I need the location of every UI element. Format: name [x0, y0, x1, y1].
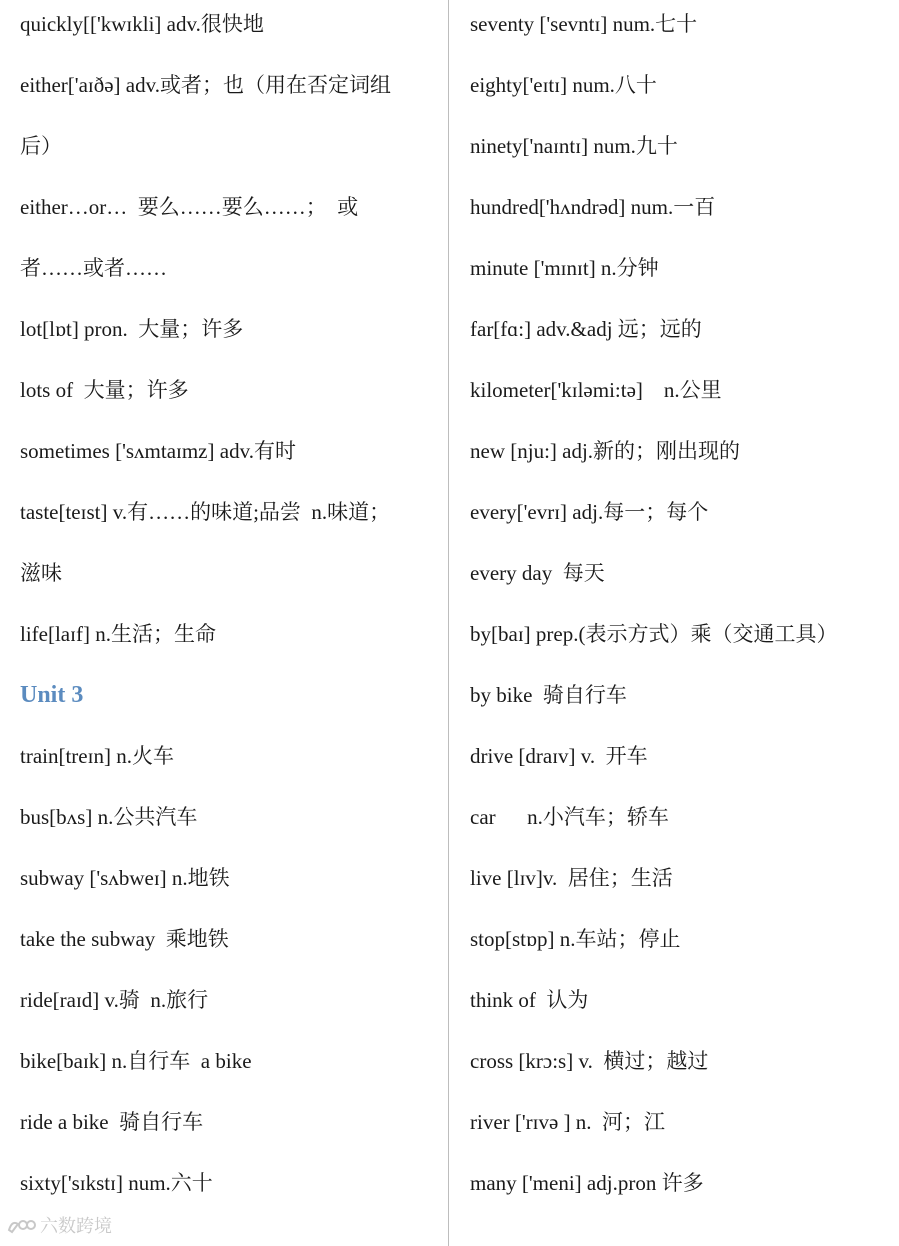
- logo-mark-icon: [6, 1216, 36, 1238]
- vocab-entry: far[fɑ:] adv.&adj 远；远的: [470, 317, 702, 341]
- column-divider: [448, 0, 449, 1246]
- vocab-entry: many ['meni] adj.pron 许多: [470, 1171, 704, 1195]
- vocab-entry: minute ['mɪnɪt] n.分钟: [470, 256, 659, 280]
- vocab-entry: 者……或者……: [20, 256, 167, 280]
- vocab-entry: sixty['sɪkstɪ] num.六十: [20, 1171, 213, 1195]
- vocab-entry: drive [draɪv] v. 开车: [470, 744, 648, 768]
- vocab-entry: by bike 骑自行车: [470, 683, 627, 707]
- vocab-entry: either['aɪðə] adv.或者；也（用在否定词组: [20, 73, 392, 97]
- vocab-entry: every['evrɪ] adj.每一；每个: [470, 500, 709, 524]
- vocab-entry: ride[raɪd] v.骑 n.旅行: [20, 988, 209, 1012]
- vocab-entry: quickly[['kwɪkli] adv.很快地: [20, 12, 264, 36]
- vocab-entry: hundred['hʌndrəd] num.一百: [470, 195, 716, 219]
- vocab-entry: stop[stɒp] n.车站；停止: [470, 927, 681, 951]
- vocab-entry: sometimes ['sʌmtaɪmz] adv.有时: [20, 439, 296, 463]
- vocab-entry: take the subway 乘地铁: [20, 927, 229, 951]
- vocab-entry: train[treɪn] n.火车: [20, 744, 174, 768]
- vocab-entry: lots of 大量；许多: [20, 378, 189, 402]
- vocab-entry: ride a bike 骑自行车: [20, 1110, 204, 1134]
- vocab-entry: lot[lɒt] pron. 大量；许多: [20, 317, 244, 341]
- vocab-entry: ninety['naɪntɪ] num.九十: [470, 134, 678, 158]
- vocab-entry: bike[baɪk] n.自行车 a bike: [20, 1049, 252, 1073]
- vocab-entry: kilometer['kɪləmi:tə] n.公里: [470, 378, 722, 402]
- vocab-entry: every day 每天: [470, 561, 605, 585]
- vocab-entry: river ['rɪvə ] n. 河；江: [470, 1110, 666, 1134]
- watermark: [6, 1212, 112, 1242]
- vocab-entry: new [nju:] adj.新的；刚出现的: [470, 439, 741, 463]
- vocab-entry: either…or… 要么……要么……； 或: [20, 195, 359, 219]
- watermark-text: 六数跨境: [40, 1216, 112, 1237]
- vocab-entry: life[laɪf] n.生活；生命: [20, 622, 216, 646]
- vocab-entry: bus[bʌs] n.公共汽车: [20, 805, 198, 829]
- vocab-entry: think of 认为: [470, 988, 589, 1012]
- vocab-entry: live [lɪv]v. 居住；生活: [470, 866, 673, 890]
- unit-heading: Unit 3: [20, 682, 84, 708]
- vocab-entry: 滋味: [20, 561, 62, 585]
- vocab-entry: car n.小汽车；轿车: [470, 805, 669, 829]
- vocab-entry: seventy ['sevntɪ] num.七十: [470, 12, 698, 36]
- vocab-entry: subway ['sʌbweɪ] n.地铁: [20, 866, 230, 890]
- vocab-entry: eighty['eɪtɪ] num.八十: [470, 73, 657, 97]
- vocab-entry: 后）: [20, 134, 62, 158]
- vocab-entry: taste[teɪst] v.有……的味道;品尝 n.味道；: [20, 500, 391, 524]
- vocab-entry: cross [krɔ:s] v. 横过；越过: [470, 1049, 709, 1073]
- vocab-entry: by[baɪ] prep.(表示方式）乘（交通工具）: [470, 622, 838, 646]
